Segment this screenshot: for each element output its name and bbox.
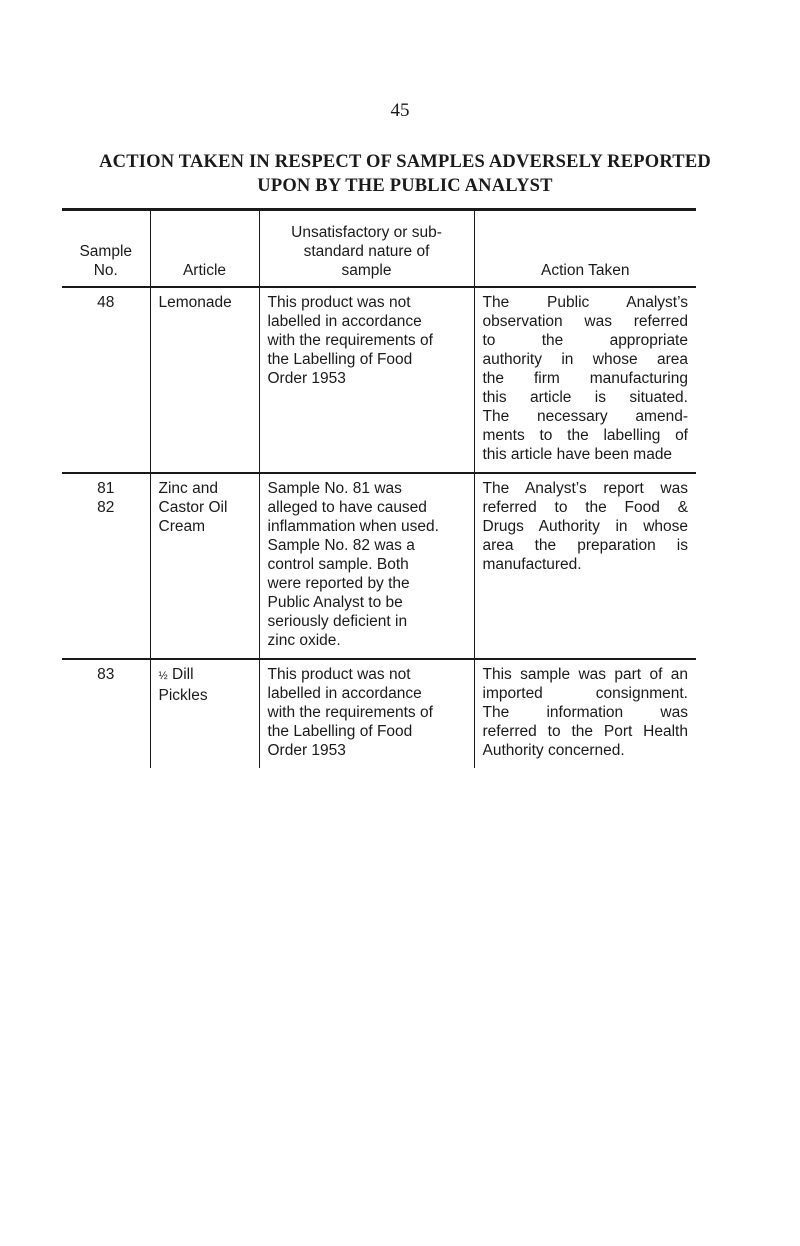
header-text: Sample: [79, 242, 133, 260]
cell-text: referred to the Port Health: [482, 722, 688, 740]
cell-text: were reported by the: [267, 574, 410, 592]
cell-text: Sample No. 82 was a: [267, 536, 415, 554]
cell-text: Drugs Authority in whose: [482, 517, 688, 535]
header-text: Unsatisfactory or sub-: [291, 223, 442, 241]
title-line-1: ACTION TAKEN IN RESPECT OF SAMPLES ADVERSELY REPORTED: [99, 152, 711, 172]
cell-text: The information was: [482, 703, 688, 721]
cell-nature: [259, 659, 474, 768]
cell-text: control sample. Both: [267, 555, 409, 573]
cell-text: The Analyst’s report was: [482, 479, 688, 497]
cell-text: Dill: [172, 665, 194, 683]
cell-text: Lemonade: [158, 293, 232, 311]
cell-text: referred to the Food &: [482, 498, 688, 516]
header-text: Action Taken: [541, 261, 630, 279]
header-text: standard nature of: [303, 242, 430, 260]
cell-text: to the appropriate: [482, 331, 688, 349]
cell-text: with the requirements of: [267, 703, 433, 721]
cell-text: this article have been made: [482, 445, 673, 463]
cell-action: [474, 473, 696, 659]
cell-sample-no: [62, 659, 150, 768]
header-article: [150, 210, 259, 287]
table-row: [62, 659, 696, 768]
cell-nature: [259, 287, 474, 473]
cell-text: area the preparation is: [482, 536, 688, 554]
header-text: No.: [93, 261, 118, 279]
cell-text: labelled in accordance: [267, 684, 422, 702]
cell-text: The Public Analyst’s: [482, 293, 688, 311]
cell-text: 48: [97, 293, 115, 311]
cell-text: 82: [97, 498, 115, 516]
cell-text: the firm manufacturing: [482, 369, 688, 387]
samples-table: [62, 208, 696, 768]
cell-text: Pickles: [158, 686, 208, 704]
cell-text: the Labelling of Food: [267, 722, 413, 740]
cell-text: labelled in accordance: [267, 312, 422, 330]
cell-text-row: [159, 665, 251, 686]
page-title: [40, 150, 770, 198]
cell-text: seriously deficient in: [267, 612, 408, 630]
cell-text: this article is situated.: [482, 388, 688, 406]
cell-text: 81: [97, 479, 115, 497]
cell-text: zinc oxide.: [267, 631, 341, 649]
header-text: sample: [341, 261, 392, 279]
cell-text: authority in whose area: [482, 350, 688, 368]
cell-text: This product was not: [267, 293, 411, 311]
page-number: 45: [390, 100, 410, 121]
header-sample-no: [62, 210, 150, 287]
cell-text: Public Analyst to be: [267, 593, 403, 611]
cell-text: alleged to have caused: [267, 498, 427, 516]
cell-text: with the requirements of: [267, 331, 433, 349]
cell-text: observation was referred: [482, 312, 688, 330]
cell-text: Order 1953: [267, 741, 346, 759]
cell-text: This sample was part of an: [482, 665, 688, 683]
cell-text: manufactured.: [482, 555, 582, 573]
cell-nature: [259, 473, 474, 659]
cell-text: the Labelling of Food: [267, 350, 413, 368]
cell-text: ments to the labelling of: [482, 426, 688, 444]
cell-text: inflammation when used.: [267, 517, 439, 535]
cell-action: [474, 287, 696, 473]
header-text: Article: [182, 261, 227, 279]
cell-text: This product was not: [267, 665, 411, 683]
cell-text: Zinc and: [158, 479, 218, 497]
cell-text: Sample No. 81 was: [267, 479, 402, 497]
cell-article: [150, 287, 259, 473]
cell-text: imported consignment.: [482, 684, 688, 702]
table-header-row: [62, 210, 696, 287]
cell-sample-no: [62, 473, 150, 659]
table-row: [62, 287, 696, 473]
cell-action: [474, 659, 696, 768]
cell-text: Cream: [158, 517, 206, 535]
table-row: [62, 473, 696, 659]
header-action: [474, 210, 696, 287]
cell-text: Castor Oil: [158, 498, 228, 516]
cell-text: 83: [97, 665, 115, 683]
cell-sample-no: [62, 287, 150, 473]
cell-article: [150, 473, 259, 659]
title-line-2: UPON BY THE PUBLIC ANALYST: [257, 176, 553, 196]
cell-article: [150, 659, 259, 768]
fraction-half: ½: [158, 669, 168, 682]
cell-text: Authority concerned.: [482, 741, 625, 759]
cell-text: Order 1953: [267, 369, 346, 387]
header-nature: [259, 210, 474, 287]
cell-text: The necessary amend-: [482, 407, 688, 425]
